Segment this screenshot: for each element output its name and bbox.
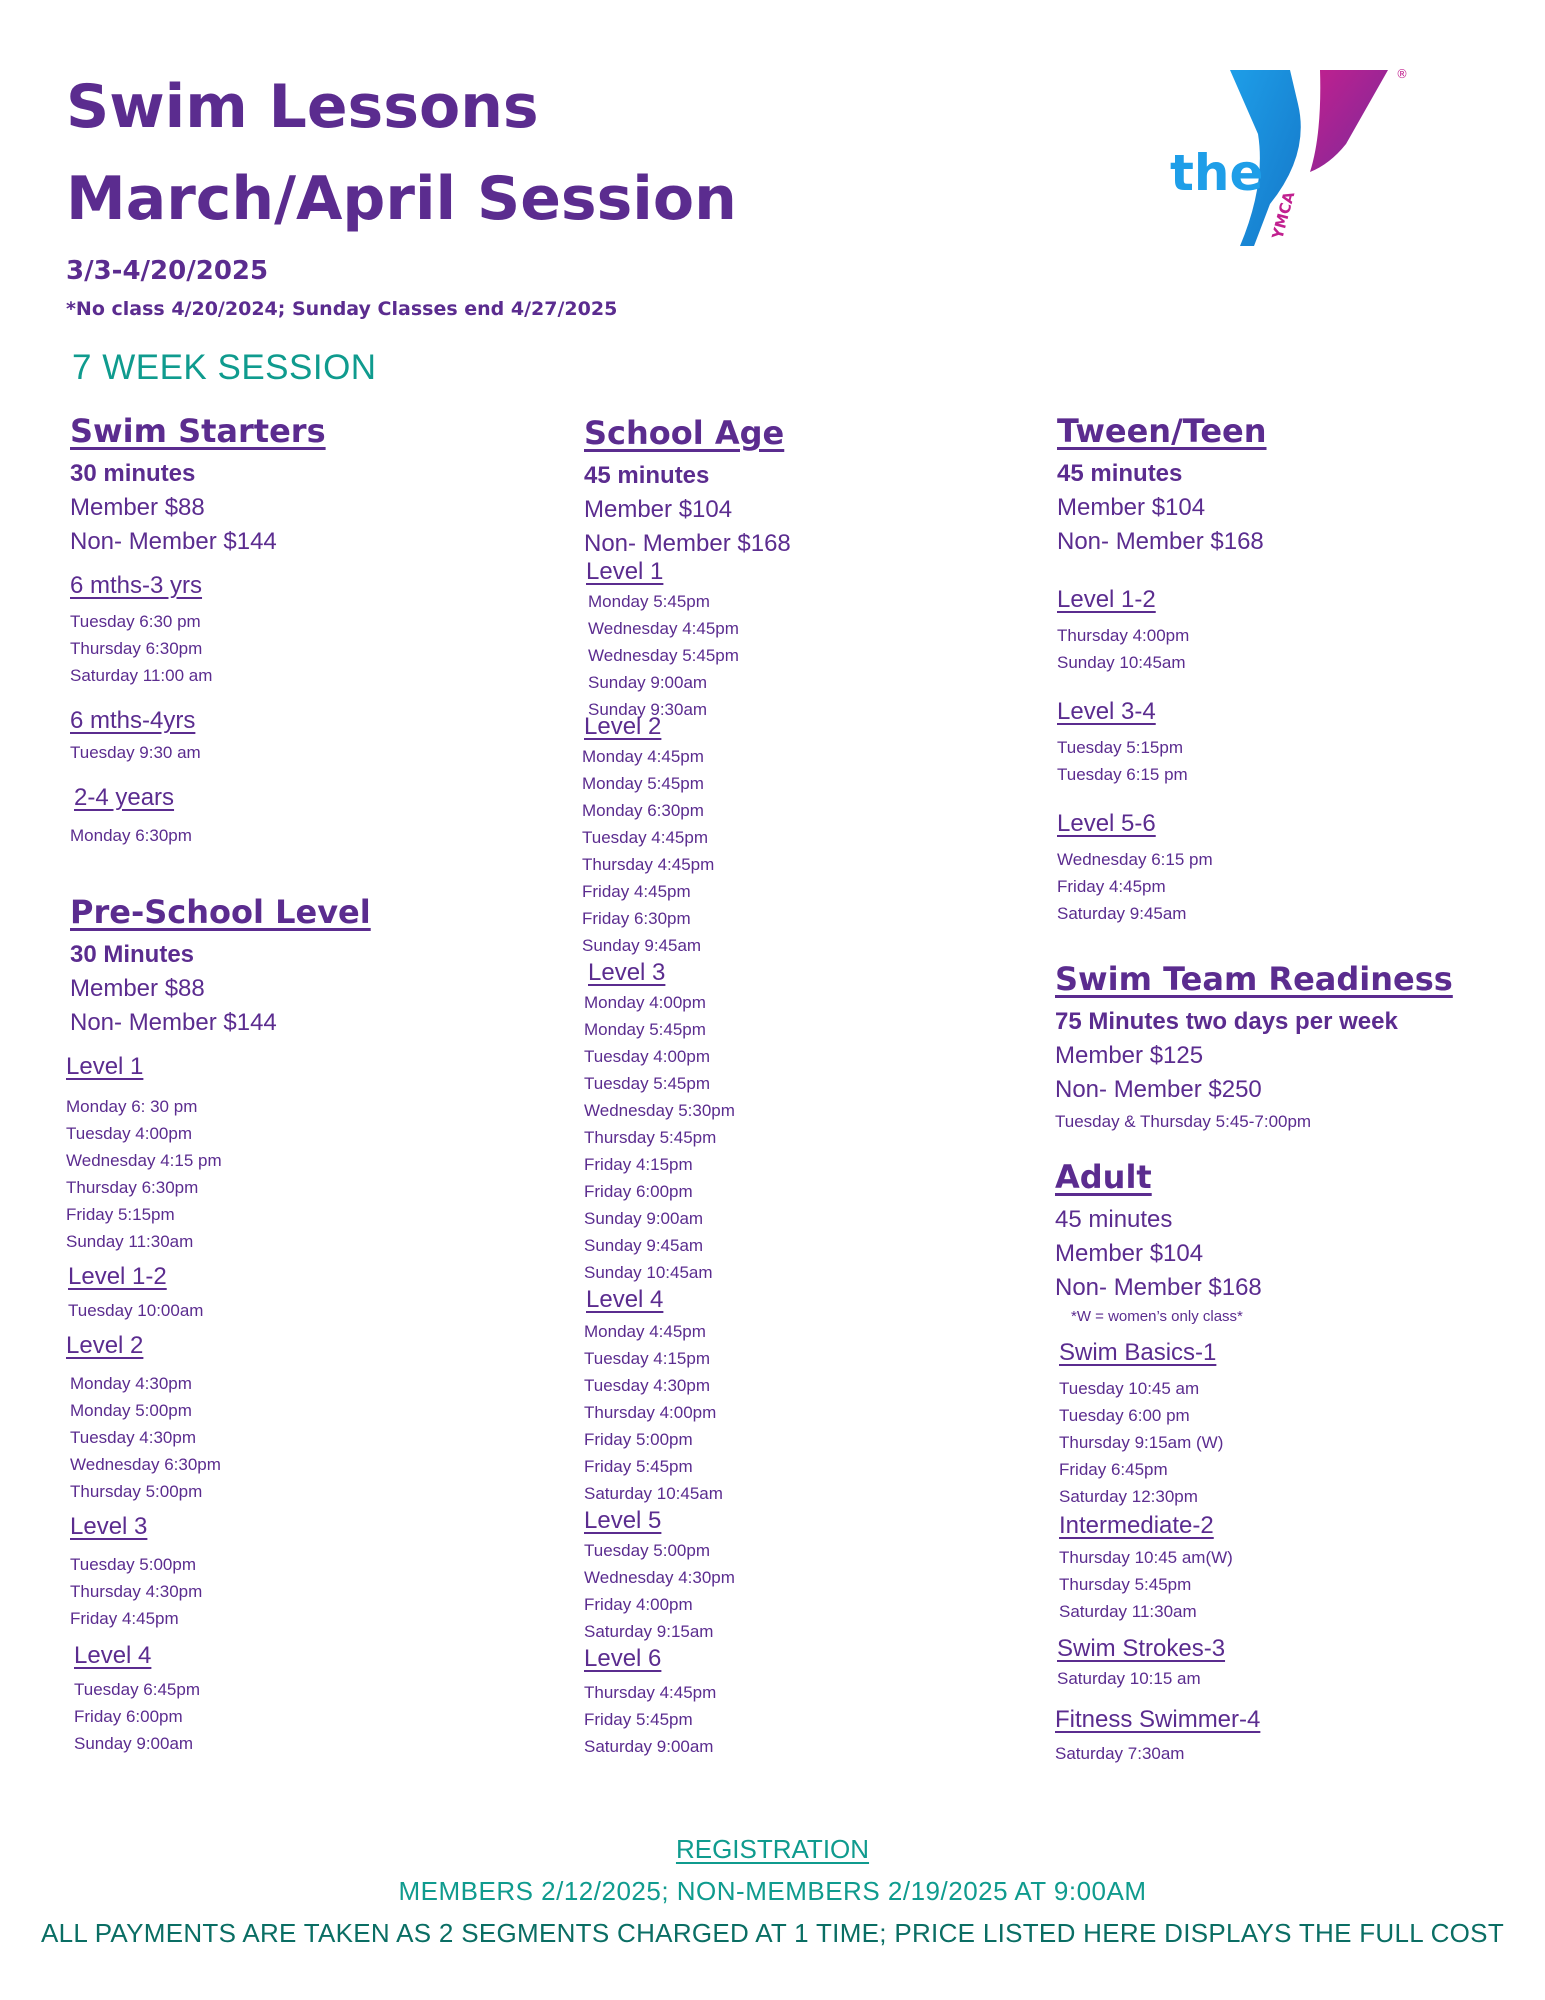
preschool-duration: 30 Minutes xyxy=(70,941,195,968)
time-slot: Monday 5:45pm xyxy=(582,774,704,793)
time-slot: Thursday 6:30pm xyxy=(66,1178,199,1197)
group-label: Level 1-2 xyxy=(1057,586,1156,613)
time-slot: Friday 4:45pm xyxy=(582,882,691,901)
adult-duration: 45 minutes xyxy=(1055,1206,1173,1233)
time-slot: Sunday 9:00am xyxy=(584,1209,704,1228)
time-slot: Thursday 4:00pm xyxy=(1057,626,1190,645)
time-slot: Thursday 4:30pm xyxy=(70,1582,203,1601)
swim-team-times: Tuesday & Thursday 5:45-7:00pm xyxy=(1055,1112,1312,1131)
swim-team-section xyxy=(1055,960,1453,1135)
time-slot: Tuesday 4:45pm xyxy=(582,828,708,847)
time-slot: Thursday 9:15am (W) xyxy=(1059,1433,1224,1452)
time-slot: Monday 5:00pm xyxy=(70,1401,192,1420)
time-slot: Tuesday 6:15 pm xyxy=(1057,765,1188,784)
time-list xyxy=(68,1297,371,1324)
registration-label: REGISTRATION xyxy=(675,1834,870,1864)
time-slot: Friday 6:00pm xyxy=(74,1707,183,1726)
time-slot: Friday 4:15pm xyxy=(584,1155,693,1174)
time-slot: Monday 6: 30 pm xyxy=(66,1097,198,1116)
time-slot: Tuesday 6:00 pm xyxy=(1059,1406,1190,1425)
time-slot: Saturday 12:30pm xyxy=(1059,1487,1198,1506)
session-dates: 3/3-4/20/2025 xyxy=(66,256,269,286)
time-list xyxy=(584,1679,791,1760)
tween-teen-title: Tween/Teen xyxy=(1057,412,1267,450)
group-label: Fitness Swimmer-4 xyxy=(1055,1706,1261,1733)
time-slot: Saturday 11:30am xyxy=(1059,1602,1197,1621)
school-age-nonmember-price: Non- Member $168 xyxy=(584,530,791,557)
registered-mark: ® xyxy=(1396,67,1408,81)
school-age-title: School Age xyxy=(584,414,785,452)
time-slot: Tuesday 5:00pm xyxy=(584,1541,710,1560)
group-label: 6 mths-4yrs xyxy=(70,707,196,734)
swim-starters-duration: 30 minutes xyxy=(70,460,196,487)
group-label: Level 3 xyxy=(588,959,666,986)
swim-starters-title: Swim Starters xyxy=(70,412,326,450)
time-slot: Tuesday 4:00pm xyxy=(66,1124,192,1143)
time-slot: Tuesday 5:15pm xyxy=(1057,738,1183,757)
group-label: Level 4 xyxy=(586,1286,664,1313)
time-slot: Friday 4:45pm xyxy=(1057,877,1166,896)
adult-section xyxy=(1055,1158,1262,1767)
time-slot: Wednesday 4:45pm xyxy=(588,619,739,638)
time-list xyxy=(1057,622,1267,676)
time-slot: Monday 4:30pm xyxy=(70,1374,192,1393)
time-list xyxy=(588,588,791,723)
time-slot: Sunday 9:45am xyxy=(582,936,702,955)
group-label: Level 3-4 xyxy=(1057,698,1156,725)
time-slot: Saturday 9:45am xyxy=(1057,904,1187,923)
adult-nonmember-price: Non- Member $168 xyxy=(1055,1274,1262,1301)
time-slot: Saturday 9:00am xyxy=(584,1737,714,1756)
school-age-section xyxy=(584,414,791,1760)
time-slot: Sunday 11:30am xyxy=(66,1232,194,1251)
time-list xyxy=(70,1551,371,1632)
group-label: Level 1-2 xyxy=(68,1263,167,1290)
logo-the: the xyxy=(1170,144,1264,202)
time-slot: Friday 6:45pm xyxy=(1059,1460,1168,1479)
time-slot: Sunday 10:45am xyxy=(1057,653,1186,672)
time-slot: Friday 5:15pm xyxy=(66,1205,175,1224)
time-list xyxy=(70,822,326,849)
preschool-section xyxy=(66,893,371,1757)
time-slot: Saturday 7:30am xyxy=(1055,1744,1185,1763)
group-label: Level 1 xyxy=(66,1053,144,1080)
time-slot: Monday 6:30pm xyxy=(582,801,704,820)
time-slot: Thursday 4:45pm xyxy=(582,855,715,874)
time-slot: Thursday 5:00pm xyxy=(70,1482,203,1501)
preschool-nonmember-price: Non- Member $144 xyxy=(70,1009,277,1036)
time-list xyxy=(584,989,791,1286)
tween-teen-member-price: Member $104 xyxy=(1057,494,1206,521)
time-slot: Thursday 4:45pm xyxy=(584,1683,717,1702)
time-slot: Wednesday 6:30pm xyxy=(70,1455,221,1474)
time-slot: Tuesday 9:30 am xyxy=(70,743,201,762)
tween-teen-nonmember-price: Non- Member $168 xyxy=(1057,528,1264,555)
time-slot: Friday 5:45pm xyxy=(584,1457,693,1476)
group-label: Swim Strokes-3 xyxy=(1057,1635,1226,1662)
group-label: Level 2 xyxy=(584,713,662,740)
adult-member-price: Member $104 xyxy=(1055,1240,1204,1267)
time-slot: Tuesday 4:30pm xyxy=(70,1428,196,1447)
time-slot: Friday 5:00pm xyxy=(584,1430,693,1449)
time-slot: Wednesday 5:30pm xyxy=(584,1101,735,1120)
time-list xyxy=(1059,1544,1262,1625)
time-slot: Monday 5:45pm xyxy=(588,592,710,611)
time-list xyxy=(70,739,326,766)
registration-dates: MEMBERS 2/12/2025; NON-MEMBERS 2/19/2025 AT 9:00AM xyxy=(398,1876,1147,1906)
time-list xyxy=(1055,1740,1262,1767)
payment-note: ALL PAYMENTS ARE TAKEN AS 2 SEGMENTS CHARGED AT 1 TIME; PRICE LISTED HERE DISPLAYS THE FULL COST xyxy=(40,1918,1505,1948)
adult-title: Adult xyxy=(1055,1158,1152,1196)
time-slot: Wednesday 5:45pm xyxy=(588,646,739,665)
session-note: *No class 4/20/2024; Sunday Classes end 4/27/2025 xyxy=(66,298,618,320)
time-slot: Tuesday 5:45pm xyxy=(584,1074,710,1093)
time-slot: Tuesday 6:30 pm xyxy=(70,612,201,631)
group-label: Level 4 xyxy=(74,1642,152,1669)
time-slot: Tuesday 5:00pm xyxy=(70,1555,196,1574)
time-list xyxy=(66,1093,371,1255)
time-list xyxy=(70,608,326,689)
time-slot: Tuesday 4:15pm xyxy=(584,1349,710,1368)
time-slot: Tuesday 4:30pm xyxy=(584,1376,710,1395)
preschool-title: Pre-School Level xyxy=(70,893,371,931)
group-label: Intermediate-2 xyxy=(1059,1512,1214,1539)
time-slot: Monday 5:45pm xyxy=(584,1020,706,1039)
time-slot: Thursday 4:00pm xyxy=(584,1403,717,1422)
time-list xyxy=(584,1537,791,1645)
time-slot: Tuesday 10:45 am xyxy=(1059,1379,1200,1398)
time-slot: Thursday 10:45 am(W) xyxy=(1059,1548,1233,1567)
group-label: Level 3 xyxy=(70,1513,148,1540)
time-slot: Friday 4:45pm xyxy=(70,1609,179,1628)
time-list xyxy=(1059,1375,1262,1510)
adult-note: *W = women’s only class* xyxy=(1071,1308,1243,1325)
time-slot: Tuesday 4:00pm xyxy=(584,1047,710,1066)
group-label: Level 1 xyxy=(586,558,664,585)
time-slot: Wednesday 4:15 pm xyxy=(66,1151,222,1170)
session-label: 7 WEEK SESSION xyxy=(72,348,377,387)
page-title: Swim Lessons xyxy=(66,72,539,142)
swim-team-member-price: Member $125 xyxy=(1055,1042,1204,1069)
time-slot: Monday 4:45pm xyxy=(582,747,704,766)
time-slot: Monday 4:00pm xyxy=(584,993,706,1012)
group-label: Level 6 xyxy=(584,1645,662,1672)
time-slot: Sunday 9:45am xyxy=(584,1236,704,1255)
time-slot: Sunday 9:00am xyxy=(588,673,708,692)
swim-team-nonmember-price: Non- Member $250 xyxy=(1055,1076,1262,1103)
swim-starters-nonmember-price: Non- Member $144 xyxy=(70,528,277,555)
registration-heading xyxy=(0,1834,1545,1865)
time-slot: Thursday 5:45pm xyxy=(1059,1575,1192,1594)
time-list xyxy=(1057,734,1267,788)
time-slot: Wednesday 6:15 pm xyxy=(1057,850,1213,869)
time-slot: Saturday 10:15 am xyxy=(1057,1669,1201,1688)
swim-starters-member-price: Member $88 xyxy=(70,494,205,521)
time-list xyxy=(74,1676,371,1757)
time-slot: Wednesday 4:30pm xyxy=(584,1568,735,1587)
tween-teen-section xyxy=(1057,412,1267,927)
time-slot: Thursday 5:45pm xyxy=(584,1128,717,1147)
ymca-wordmark: YMCA xyxy=(1268,189,1299,242)
time-slot: Sunday 10:45am xyxy=(584,1263,713,1282)
swim-team-title: Swim Team Readiness xyxy=(1055,960,1453,998)
time-slot: Friday 4:00pm xyxy=(584,1595,693,1614)
time-list xyxy=(584,1318,791,1507)
group-label: 2-4 years xyxy=(74,784,175,811)
swim-team-duration: 75 Minutes two days per week xyxy=(1055,1008,1398,1035)
time-slot: Friday 5:45pm xyxy=(584,1710,693,1729)
group-label: Level 2 xyxy=(66,1332,144,1359)
time-slot: Monday 6:30pm xyxy=(70,826,192,845)
ymca-logo xyxy=(1170,64,1430,254)
time-slot: Tuesday 6:45pm xyxy=(74,1680,200,1699)
time-slot: Friday 6:00pm xyxy=(584,1182,693,1201)
time-slot: Saturday 10:45am xyxy=(584,1484,723,1503)
group-label: Level 5-6 xyxy=(1057,810,1156,837)
time-list xyxy=(1057,1665,1262,1692)
time-slot: Saturday 9:15am xyxy=(584,1622,714,1641)
preschool-member-price: Member $88 xyxy=(70,975,205,1002)
group-label: 6 mths-3 yrs xyxy=(70,572,203,599)
time-slot: Saturday 11:00 am xyxy=(70,666,213,685)
time-slot: Thursday 6:30pm xyxy=(70,639,203,658)
time-list xyxy=(582,743,791,959)
school-age-member-price: Member $104 xyxy=(584,496,733,523)
swim-starters-section xyxy=(70,412,326,849)
time-slot: Tuesday 10:00am xyxy=(68,1301,204,1320)
time-slot: Monday 4:45pm xyxy=(584,1322,706,1341)
time-list xyxy=(1057,846,1267,927)
school-age-duration: 45 minutes xyxy=(584,462,710,489)
time-slot: Friday 6:30pm xyxy=(582,909,691,928)
group-label: Swim Basics-1 xyxy=(1059,1339,1217,1366)
group-label: Level 5 xyxy=(584,1507,662,1534)
tween-teen-duration: 45 minutes xyxy=(1057,460,1183,487)
time-list xyxy=(70,1370,371,1505)
time-slot: Sunday 9:00am xyxy=(74,1734,194,1753)
time-slot: Sunday 9:30am xyxy=(588,700,708,719)
page-subtitle: March/April Session xyxy=(66,164,737,234)
